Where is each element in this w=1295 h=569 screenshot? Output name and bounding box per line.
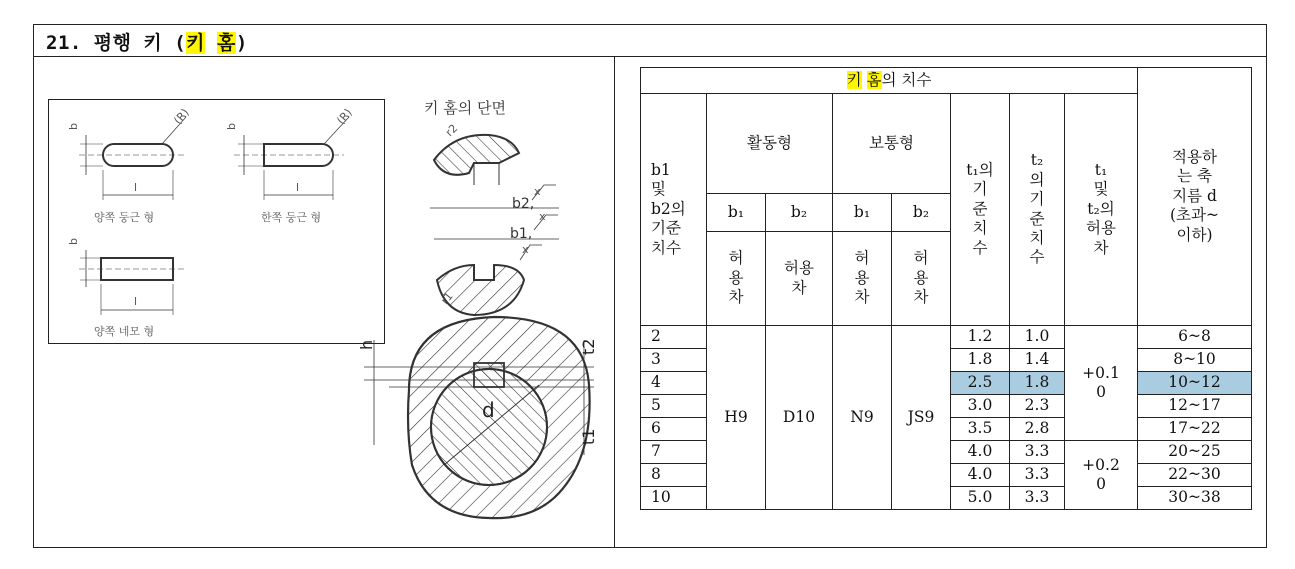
round-one-key-drawing (234, 117, 349, 200)
x-label-2: x (539, 210, 546, 223)
section-title: 키 홈의 단면 (424, 99, 506, 117)
page-title: 21. 평행 키 (키 홈) (46, 32, 248, 54)
square-key-drawing (79, 250, 184, 315)
document-frame (33, 24, 1267, 548)
group-header: 키 홈의 치수 (641, 68, 1138, 94)
base-dim-header: b1 및 b2의 기준 치수 (641, 94, 707, 326)
slide-fit-header: 활동형 (707, 94, 833, 194)
square-label: 양쪽 네모 형 (94, 325, 155, 338)
slide-b2-tol: 허용 차 (766, 232, 833, 326)
t1-header: t₁의 기 준 치 수 (951, 94, 1010, 326)
table-row: 10 5.0 3.3 30~38 (641, 487, 1252, 510)
normal-b1-fit: N9 (833, 326, 892, 510)
shaft-hub-drawing (364, 317, 594, 518)
keyway-drawing (34, 25, 614, 545)
l-label-1: l (134, 181, 138, 194)
l-label-3: l (134, 295, 138, 308)
x-label-1: x (534, 185, 541, 198)
x-label-3: x (522, 243, 529, 256)
normal-b1-header: b₁ (833, 194, 892, 232)
round-one-label: 한쪽 둥근 형 (261, 211, 322, 224)
b-label-2: b (225, 123, 238, 130)
l-label-2: l (296, 181, 300, 194)
table-row: 3 1.8 1.4 8~10 (641, 349, 1252, 372)
normal-b2-header: b₂ (892, 194, 951, 232)
column-divider (614, 57, 615, 548)
b2-label: b2, (512, 196, 535, 212)
table-row: 8 4.0 3.3 22~30 (641, 464, 1252, 487)
b-label-1: b (67, 123, 80, 130)
slide-b2-header: b₂ (766, 194, 833, 232)
b1-label: b1, (510, 226, 533, 242)
t2-header: t₂ 의 기 준 치 수 (1010, 94, 1065, 326)
shaft-dia-header: 적용하 는 축 지름 d (초과~ 이하) (1138, 68, 1252, 326)
t2-label: t2 (579, 338, 598, 355)
tolerance-header: t₁ 및 t₂의 허용 차 (1065, 94, 1138, 326)
normal-b1-tol: 허 용 차 (833, 232, 892, 326)
keyway-table (640, 67, 1252, 510)
slide-b1-header: b₁ (707, 194, 766, 232)
shaft-section-drawing (437, 265, 524, 315)
r-label-2: (R) (334, 106, 355, 127)
normal-b2-tol: 허 용 차 (892, 232, 951, 326)
b-label-3: b (67, 238, 80, 245)
round-both-key-drawing (79, 117, 186, 200)
table-row: 2 H9 D10 N9 JS9 1.2 1.0 +0.1 0 6~8 (641, 326, 1252, 349)
tol-group-1: +0.1 0 (1065, 326, 1138, 441)
r2-label: r2 (442, 121, 461, 140)
h-label: h (357, 339, 376, 350)
normal-fit-header: 보통형 (833, 94, 951, 194)
round-both-label: 양쪽 둥근 형 (94, 211, 155, 224)
table-row: 6 3.5 2.8 17~22 (641, 418, 1252, 441)
slide-b1-tol: 허 용 차 (707, 232, 766, 326)
slide-b1-fit: H9 (707, 326, 766, 510)
d-label: d (482, 398, 495, 422)
tol-group-2: +0.2 0 (1065, 441, 1138, 510)
t1-label: t1 (579, 428, 598, 445)
table-row: 5 3.0 2.3 12~17 (641, 395, 1252, 418)
table-row-highlighted: 4 2.5 1.8 10~12 (641, 372, 1252, 395)
r1-label: r1 (438, 289, 456, 307)
slide-b2-fit: D10 (766, 326, 833, 510)
table-row: 7 4.0 3.3 +0.2 0 20~25 (641, 441, 1252, 464)
r-label-1: (R) (171, 106, 192, 127)
normal-b2-fit: JS9 (892, 326, 951, 510)
